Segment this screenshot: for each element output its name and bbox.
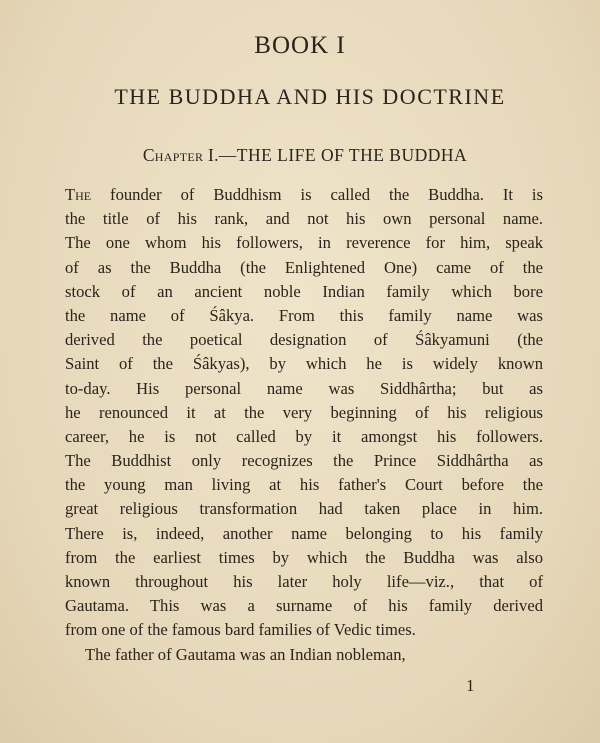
text-line: career, he is not called by it amongst his followers.: [65, 426, 543, 446]
book-heading: BOOK I: [254, 32, 346, 59]
text-line: The father of Gautama was an Indian nobleman,: [85, 644, 406, 664]
text-line: to-day. His personal name was Siddhârtha; but as: [65, 378, 543, 398]
text-line: stock of an ancient noble Indian family which bore: [65, 281, 543, 301]
body-text: [65, 183, 543, 667]
chapter-title-text: —THE LIFE OF THE BUDDHA: [218, 145, 468, 165]
text-line: he renounced it at the very beginning of his religious: [65, 402, 543, 422]
text-line: the young man living at his father's Court before the: [65, 475, 543, 495]
text-line: The founder of Buddhism is called the Buddha. It is: [65, 185, 543, 204]
text-line: the name of Śâkya. From this family name was: [65, 305, 543, 325]
part-heading: THE BUDDHA AND HIS DOCTRINE: [114, 84, 506, 109]
text-line: The one whom his followers, in reverence for him, speak: [65, 233, 543, 253]
chapter-heading: [0, 145, 600, 166]
text-line: of as the Buddha (the Enlightened One) came of the: [65, 257, 543, 277]
text-line: Gautama. This was a surname of his family derived: [65, 596, 543, 616]
chapter-label: Chapter I.: [142, 145, 219, 165]
text-line: from the earliest times by which the Buddha was also: [65, 547, 543, 567]
page-number: 1: [466, 676, 475, 695]
text-line: The Buddhist only recognizes the Prince Siddhârtha as: [65, 451, 543, 471]
text-line: derived the poetical designation of Śâkyamuni (the: [65, 330, 543, 350]
text-line: Saint of the Śâkyas), by which he is widely known: [65, 354, 543, 374]
text-line: known throughout his later holy life—viz., that of: [65, 572, 543, 591]
text-line: great religious transformation had taken place in him.: [65, 499, 543, 519]
text-line: There is, indeed, another name belonging to his family: [65, 523, 543, 543]
lead-word: The: [65, 185, 92, 204]
text-line: from one of the famous bard families of Vedic times.: [65, 620, 416, 640]
text-line: the title of his rank, and not his own personal name.: [65, 209, 543, 229]
